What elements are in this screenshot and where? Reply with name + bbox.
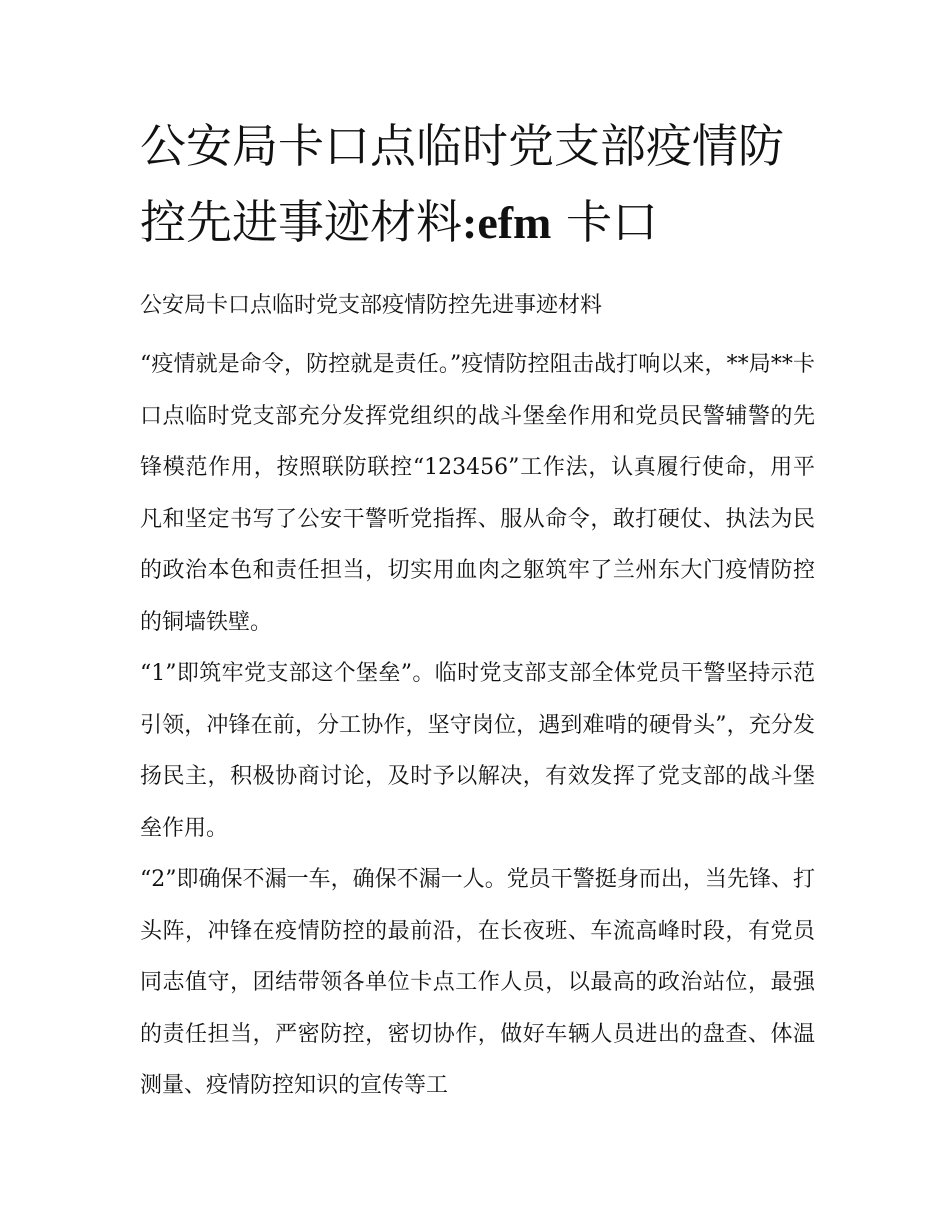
document-subtitle: 公安局卡口点临时党支部疫情防控先进事迹材料	[140, 293, 603, 318]
document-title	[140, 108, 815, 261]
title-latin-text: :efm	[462, 197, 552, 248]
title-text: 公安局卡口点临时党支部疫情防控先进事迹材料	[140, 119, 784, 249]
document-page	[140, 108, 815, 1112]
title-suffix-text: 卡口	[551, 195, 658, 249]
paragraph-1: “疫情就是命令，防控就是责任。”疫情防控阻击战打响以来，**局**卡口点临时党支部充分发挥党组织的战斗堡垒作用和党员民警辅警的先锋模范作用，按照联防联控“123456”工作法，认真履行使命，用平凡和坚定书写了公安干警听党指挥、服从命令，敢打硬仗、执法为民的政治本色和责任担当，切实用血肉之躯筑牢了兰州东大门疫情防控的铜墙铁壁。	[140, 352, 815, 635]
paragraph-3: “2”即确保不漏一车，确保不漏一人。党员干警挺身而出，当先锋、打头阵，冲锋在疫情防控的最前沿，在长夜班、车流高峰时段，有党员同志值守，团结带领各单位卡点工作人员，以最高的政治站位，最强的责任担当，严密防控，密切协作，做好车辆人员进出的盘查、体温测量、疫情防控知识的宣传等工	[140, 867, 815, 1098]
paragraph-2: “1”即筑牢党支部这个堡垒”。临时党支部支部全体党员干警坚持示范引领，冲锋在前，分工协作，坚守岗位，遇到难啃的硬骨头”，充分发扬民主，积极协商讨论，及时予以解决，有效发挥了党支部的战斗堡垒作用。	[140, 661, 815, 841]
document-body	[140, 287, 815, 1112]
